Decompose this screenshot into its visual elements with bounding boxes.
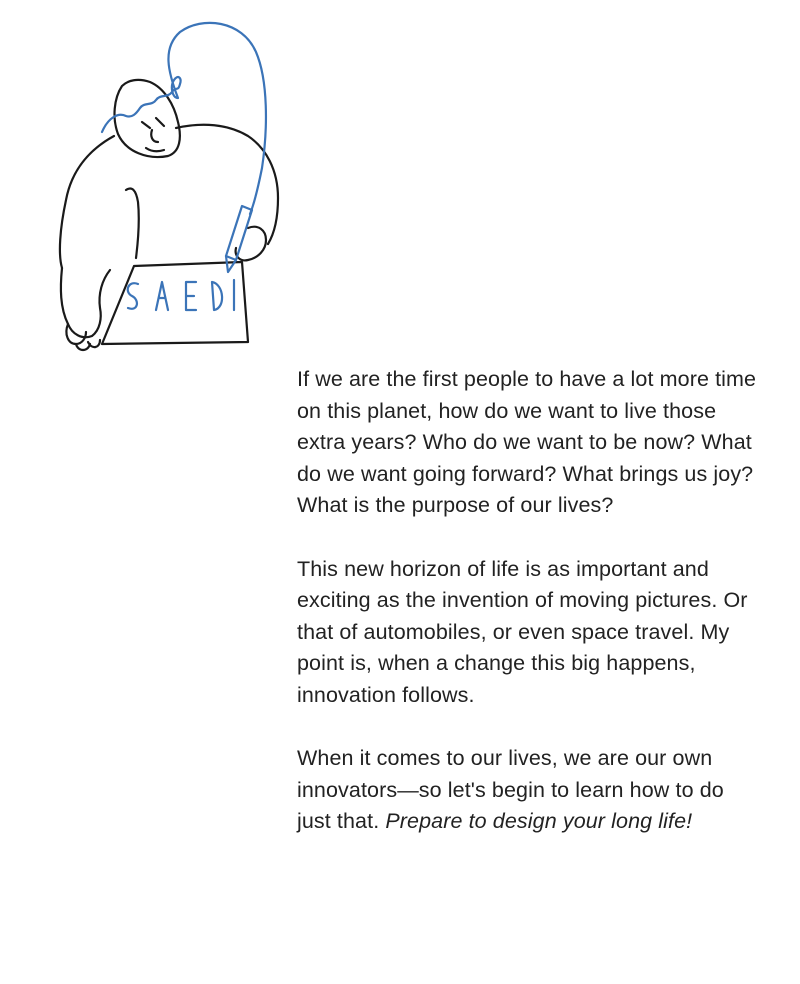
back-outline [176,125,278,244]
closing-italic: Prepare to design your long life! [385,809,693,834]
paragraph-3 [297,743,757,838]
brain-thought-line [102,23,266,214]
eye-left [142,122,150,128]
paper-word-ideas [128,280,234,310]
paragraph-1: If we are the first people to have a lot more time on this planet, how do we want to live those extra years? Who do we want to be now? What do we want going forward? What brings us joy? What is the purpose of our lives? [297,367,757,518]
paragraph-3-text: When it comes to our lives, we are our own innovators—so let's begin to learn how to do just that. [297,746,724,834]
mouth [146,148,164,151]
person-writing-ideas-illustration [52,18,292,358]
eye-right [156,118,164,126]
pencil-icon [226,206,252,260]
head-outline [115,80,180,157]
body-text [297,364,757,870]
body-outline [60,136,114,268]
paper-outline [102,262,248,344]
paragraph-2: This new horizon of life is as important and exciting as the invention of moving pictures. Or that of automobiles, or even space travel. My point is, when a change this big happens, innovation follows. [297,556,748,707]
inner-arm [126,189,139,259]
left-arm [61,268,110,337]
nose [151,130,158,142]
